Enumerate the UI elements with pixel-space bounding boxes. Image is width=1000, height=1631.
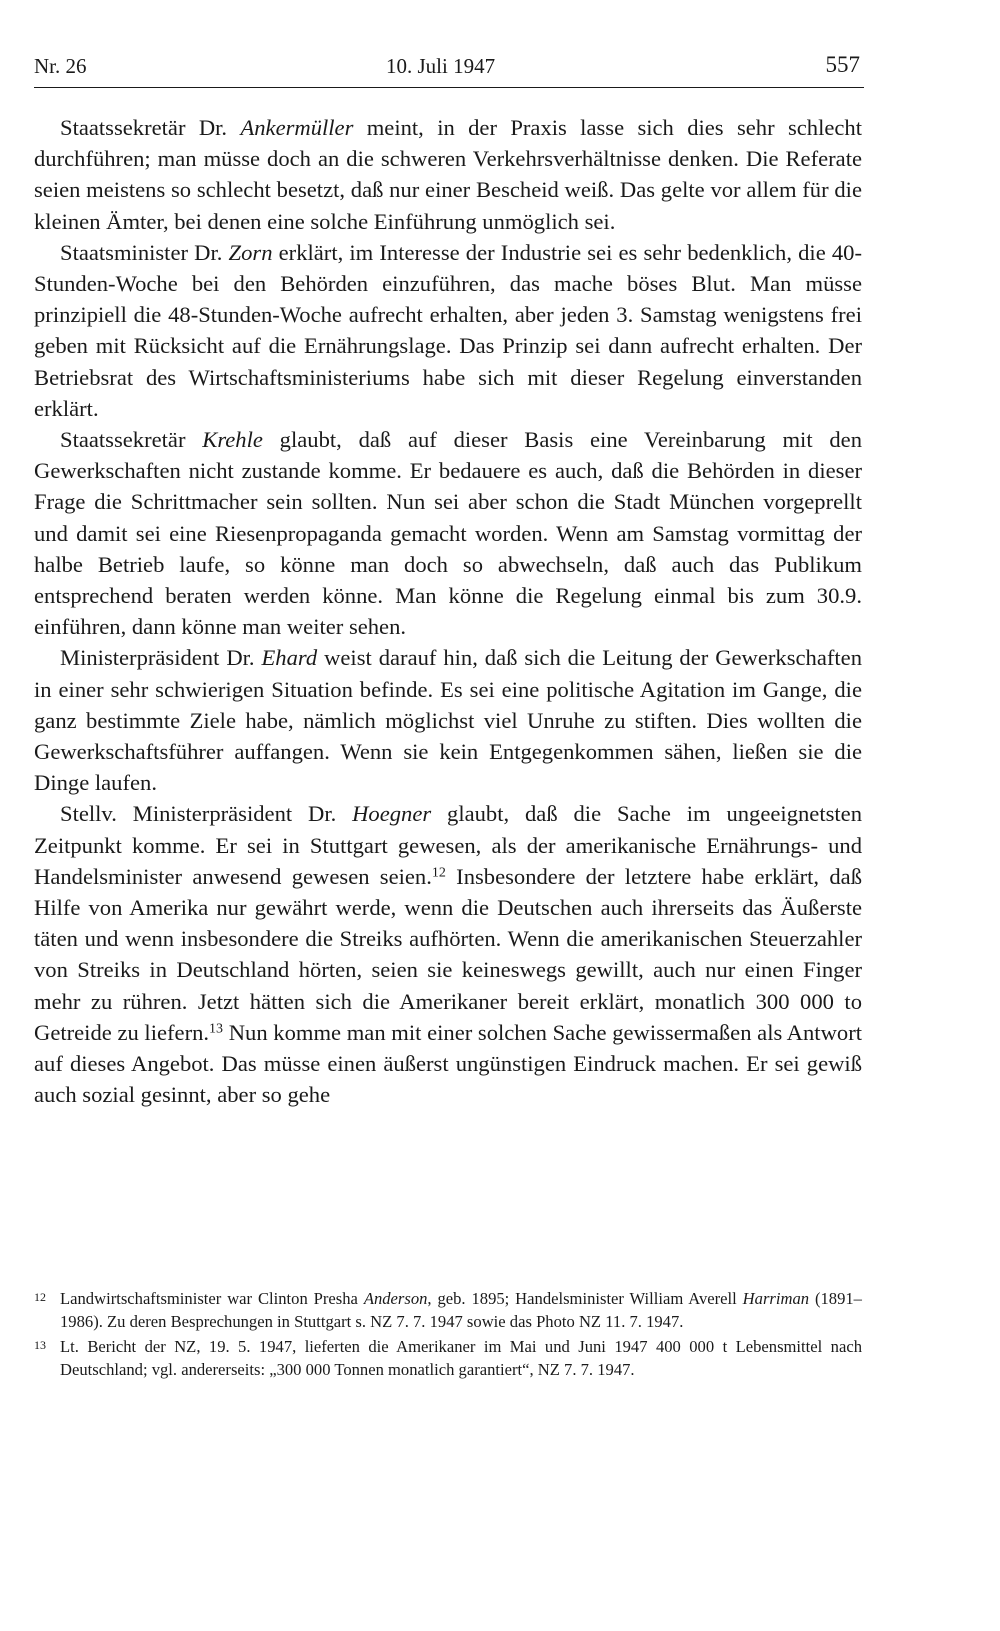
footnote-text: Landwirtschaftsminister war Clinton Presha	[60, 1289, 364, 1308]
paragraph-text: weist darauf hin, daß sich die Leitung der Gewerkschaften in einer sehr schwierigen Situation befinde. Es sei eine politische Agitation im Gange, die ganz bestimmte Ziele habe, nämlich möglichst viel Unruhe zu stiften. Dies wollten die Gewerkschaftsführer auffangen. Wenn sie kein Entgegenkommen sähen, ließen sie die Dinge laufen.	[34, 645, 862, 796]
paragraph-text: Nun komme man mit einer solchen Sache gewissermaßen als Antwort auf dieses Angebot. Das müsse einen äußerst ungünstigen Eindruck machen. Er sei gewiß auch sozial gesinnt, aber so gehe	[34, 1019, 862, 1108]
speaker-title: Staatsminister Dr.	[60, 239, 229, 265]
footnotes	[34, 1288, 862, 1384]
speaker-name: Ankermüller	[240, 115, 354, 140]
paragraph-text: glaubt, daß auf dieser Basis eine Vereinbarung mit den Gewerkschaften nicht zustande komme. Er bedauere es auch, daß die Behörden in dieser Frage die Schrittmacher sein sollten. Nun sei aber schon die Stadt München vorgeprellt und damit sei eine Riesenpropaganda gemacht worden. Wenn am Samstag vormittag der halbe Betrieb laufe, so könne man doch so abwechseln, daß auch das Publikum entsprechend beraten werden könne. Man könne die Regelung einmal bis zum 30.9. einführen, dann könne man weiter sehen.	[34, 427, 863, 640]
header-date: 10. Juli 1947	[386, 54, 496, 78]
footnote-text: , geb. 1895; Handelsminister William Averell	[427, 1289, 743, 1308]
paragraph-hoegner	[34, 798, 862, 1110]
paragraph-zorn	[34, 237, 862, 424]
paragraph-ehard	[34, 642, 862, 798]
issue-number: Nr. 26	[34, 54, 87, 78]
footnote-13	[34, 1336, 862, 1381]
speaker-title: Ministerpräsident Dr.	[60, 645, 262, 671]
speaker-name: Ehard	[261, 645, 318, 671]
footnote-number: 13	[34, 1338, 46, 1352]
footnote-text: Lt. Bericht der NZ, 19. 5. 1947, lieferten die Amerikaner im Mai und Juni 1947 400 000 t Lebensmittel nach Deutschland; vgl. andererseits: „300 000 Tonnen monatlich garantiert“, NZ 7. 7. 1947.	[60, 1337, 862, 1379]
main-text	[34, 112, 862, 1111]
paragraph-krehle	[34, 424, 862, 642]
paragraph-text: erklärt, im Interesse der Industrie sei es sehr bedenklich, die 40-Stunden-Woche bei den Behörden einzuführen, das mache böses Blut. Man müsse prinzipiell die 48-Stunden-Woche aufrecht erhalten, aber jeden 3. Samstag wenigstens frei geben mit Rücksicht auf die Ernährungslage. Das Prinzip sei dann aufrecht erhalten. Der Betriebsrat des Wirtschaftsministeriums habe sich mit dieser Regelung einverstanden erklärt.	[34, 239, 862, 421]
speaker-title: Staatssekretär Dr.	[60, 115, 241, 140]
speaker-name: Krehle	[202, 427, 263, 453]
paragraph-text: Insbesondere der letztere habe erklärt, daß Hilfe von Amerika nur gewährt werde, wenn die Deutschen auch ihrerseits das Äußerste täten und wenn insbesondere die Streiks aufhörten. Wenn die amerikanischen Steuerzahler von Streiks in Deutschland hörten, seien sie keineswegs gewillt, auch nur einen Finger mehr zu rühren. Jetzt hätten sich die Amerikaner bereit erklärt, monatlich 300 000 to Getreide zu liefern.	[34, 863, 862, 1045]
footnote-12	[34, 1288, 862, 1333]
footnote-number: 12	[34, 1290, 46, 1304]
footnote-ref-12[interactable]: 12	[431, 865, 446, 881]
speaker-name: Hoegner	[352, 801, 432, 827]
header-rule	[34, 87, 864, 88]
footnote-text: (1891–1986). Zu deren Besprechungen in Stuttgart s. NZ 7. 7. 1947 sowie das Photo NZ 11. 7. 1947.	[60, 1289, 862, 1331]
speaker-name: Zorn	[228, 239, 273, 265]
paragraph-ankermueller	[34, 112, 862, 237]
paragraph-text: meint, in der Praxis lasse sich dies sehr schlecht durchführen; man müsse doch an die schweren Verkehrsverhältnisse denken. Die Referate seien meistens so schlecht besetzt, daß nur einer Bescheid weiß. Das gelte vor allem für die kleinen Ämter, bei denen eine solche Einführung unmöglich sei.	[34, 115, 862, 234]
running-header	[34, 46, 860, 82]
person-name: Harriman	[742, 1289, 810, 1308]
paragraph-text: glaubt, daß die Sache im ungeeignetsten Zeitpunkt komme. Er sei in Stuttgart gewesen, als der amerikanische Ernährungs- und Handelsminister anwesend gewesen seien.	[34, 801, 862, 889]
person-name: Anderson	[363, 1289, 428, 1308]
speaker-title: Stellv. Ministerpräsident Dr.	[60, 801, 353, 827]
footnote-ref-13[interactable]: 13	[209, 1021, 224, 1037]
speaker-title: Staatssekretär	[60, 427, 203, 453]
page-number: 557	[825, 52, 860, 77]
